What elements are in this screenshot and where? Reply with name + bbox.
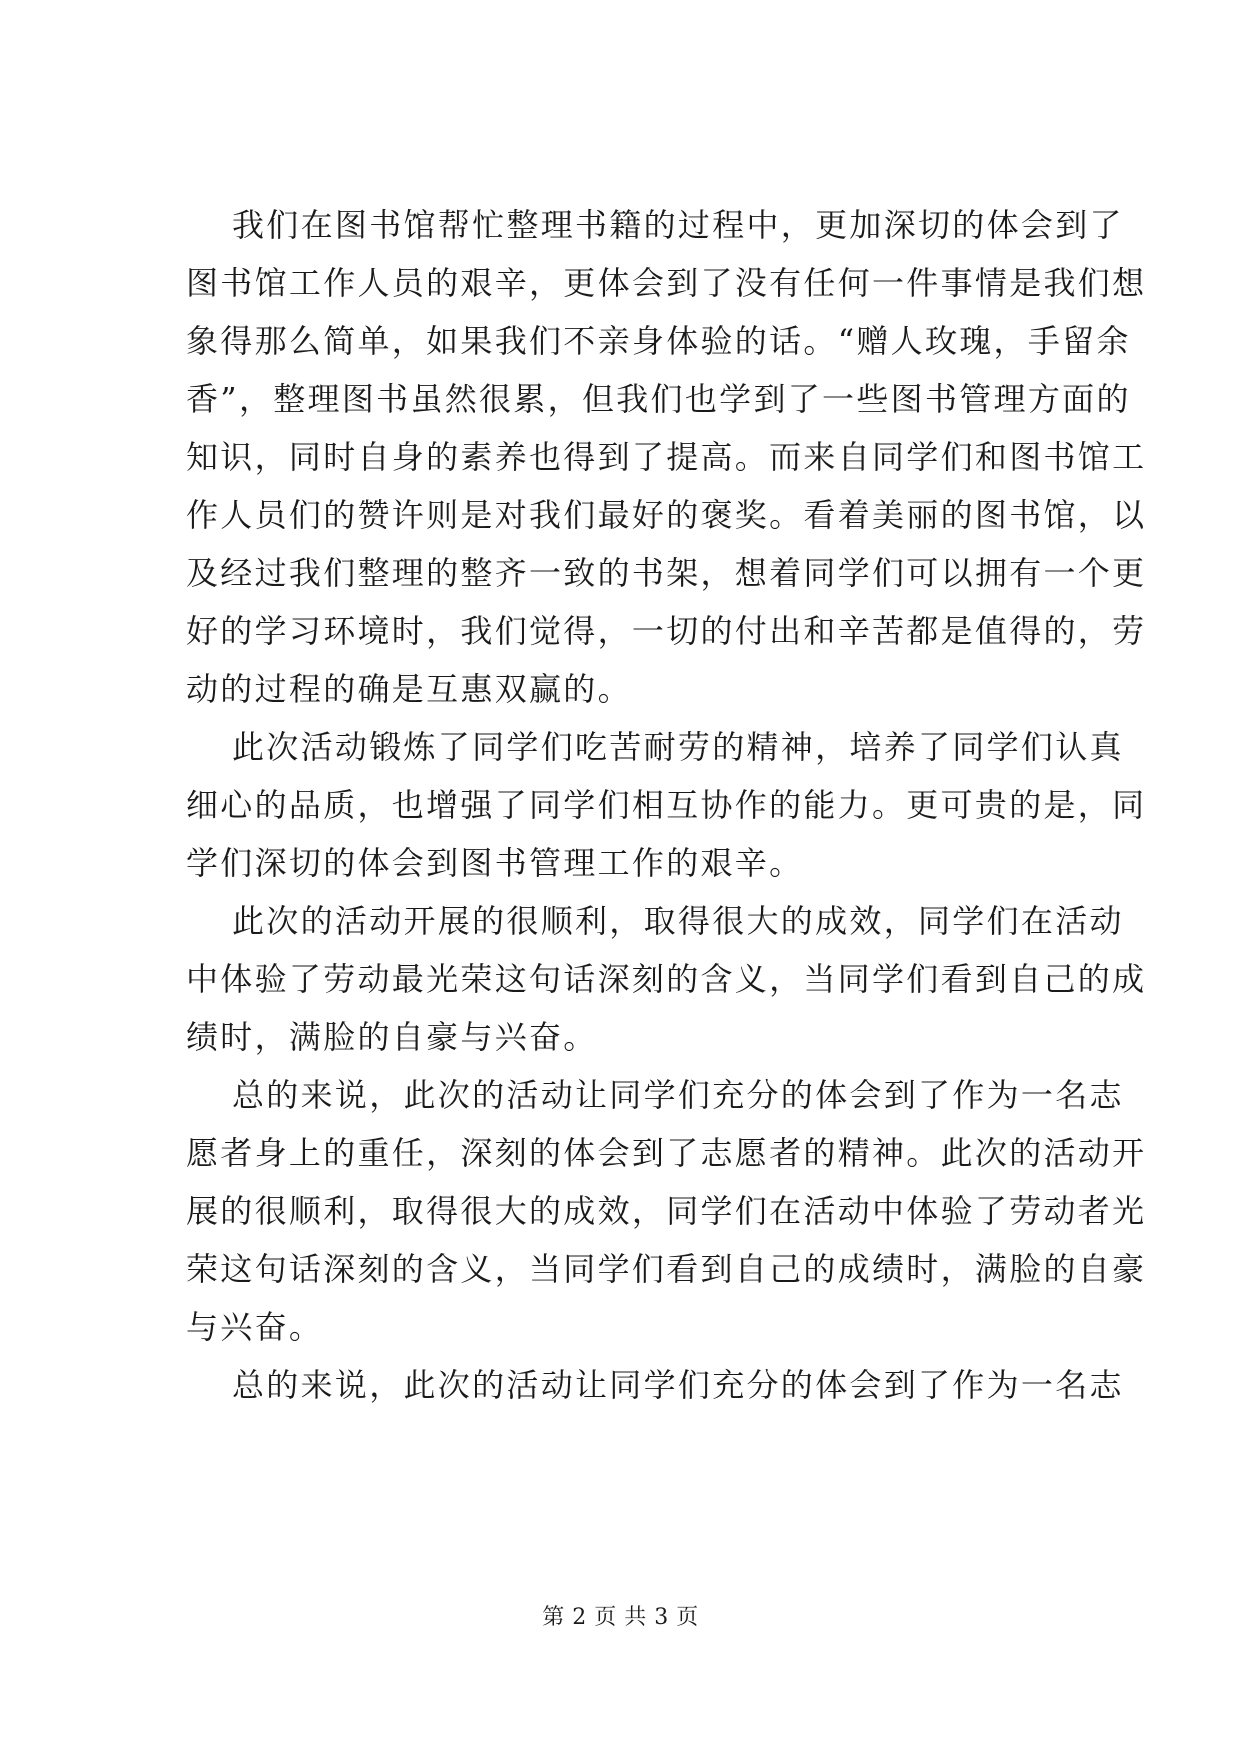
body-line: 中体验了劳动最光荣这句话深刻的含义，当同学们看到自己的成 bbox=[186, 960, 1147, 998]
body-line: 学们深切的体会到图书管理工作的艰辛。 bbox=[186, 844, 804, 882]
body-line: 我们在图书馆帮忙整理书籍的过程中，更加深切的体会到了 bbox=[232, 206, 1124, 244]
body-line: 此次的活动开展的很顺利，取得很大的成效，同学们在活动 bbox=[232, 902, 1124, 940]
body-line: 细心的品质，也增强了同学们相互协作的能力。更可贵的是，同 bbox=[186, 786, 1147, 824]
body-line: 香”，整理图书虽然很累，但我们也学到了一些图书管理方面的 bbox=[186, 380, 1131, 418]
body-line: 作人员们的赞许则是对我们最好的褒奖。看着美丽的图书馆，以 bbox=[186, 496, 1147, 534]
body-line: 及经过我们整理的整齐一致的书架，想着同学们可以拥有一个更 bbox=[186, 554, 1147, 592]
body-line: 展的很顺利，取得很大的成效，同学们在活动中体验了劳动者光 bbox=[186, 1192, 1147, 1230]
body-line: 愿者身上的重任，深刻的体会到了志愿者的精神。此次的活动开 bbox=[186, 1134, 1147, 1172]
body-line: 象得那么简单，如果我们不亲身体验的话。“赠人玫瑰，手留余 bbox=[186, 322, 1131, 360]
body-line: 绩时，满脸的自豪与兴奋。 bbox=[186, 1018, 598, 1056]
body-line: 知识，同时自身的素养也得到了提高。而来自同学们和图书馆工 bbox=[186, 438, 1147, 476]
body-line: 此次活动锻炼了同学们吃苦耐劳的精神，培养了同学们认真 bbox=[232, 728, 1124, 766]
body-line: 动的过程的确是互惠双赢的。 bbox=[186, 670, 632, 708]
page-number-label: 第 2 页 共 3 页 bbox=[542, 1605, 699, 1630]
body-line: 图书馆工作人员的艰辛，更体会到了没有任何一件事情是我们想 bbox=[186, 264, 1147, 302]
document-body bbox=[186, 196, 1147, 1414]
body-line: 与兴奋。 bbox=[186, 1308, 324, 1346]
body-line: 好的学习环境时，我们觉得，一切的付出和辛苦都是值得的，劳 bbox=[186, 612, 1147, 650]
body-line: 总的来说，此次的活动让同学们充分的体会到了作为一名志 bbox=[232, 1076, 1124, 1114]
body-line: 荣这句话深刻的含义，当同学们看到自己的成绩时，满脸的自豪 bbox=[186, 1250, 1147, 1288]
page-footer bbox=[0, 1603, 1241, 1633]
body-line: 总的来说，此次的活动让同学们充分的体会到了作为一名志 bbox=[232, 1366, 1124, 1404]
